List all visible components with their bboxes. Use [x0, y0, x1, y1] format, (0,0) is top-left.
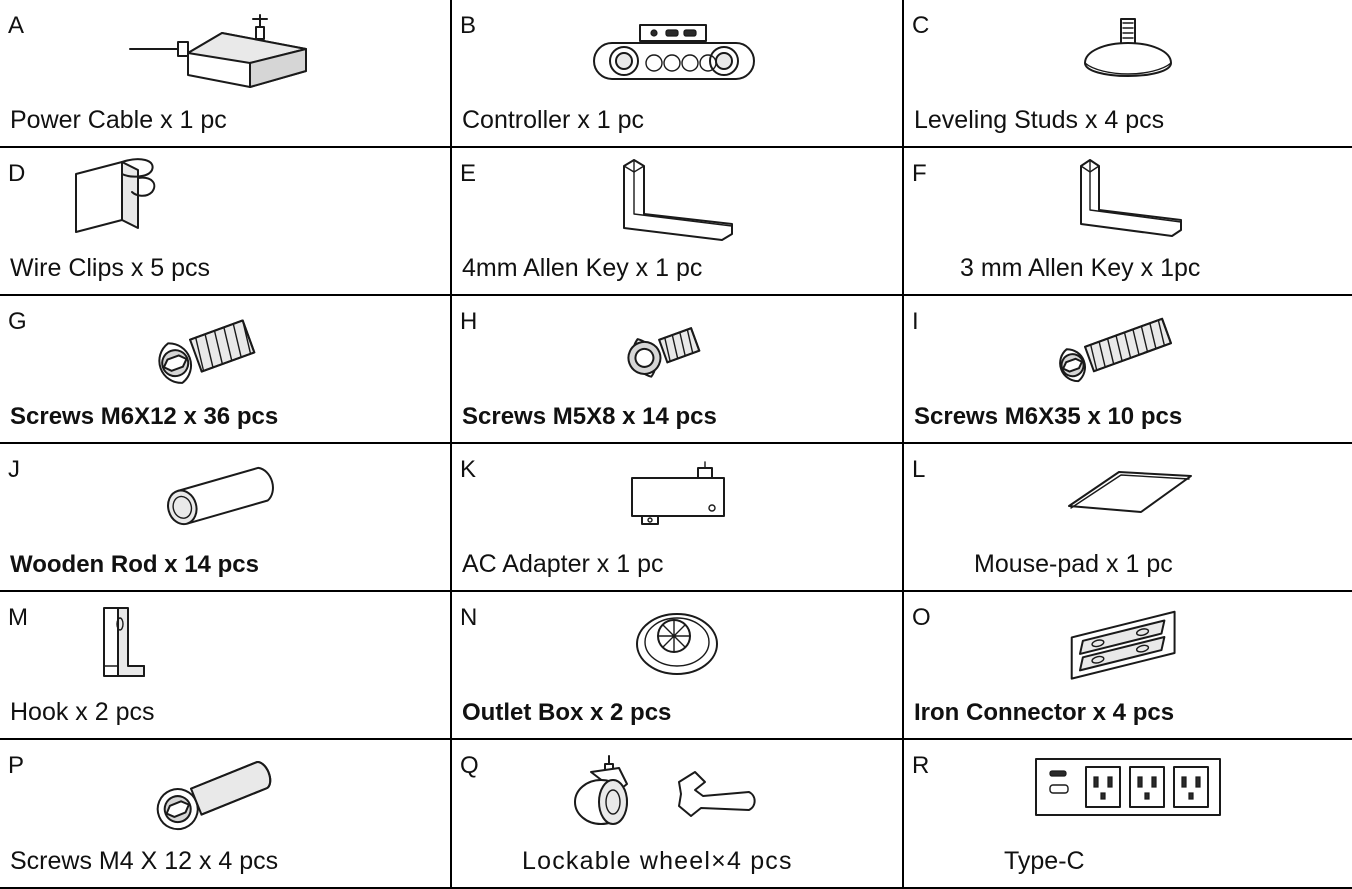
mouse-pad-icon [904, 450, 1352, 536]
part-letter-k: K [460, 456, 477, 483]
part-cell-o [904, 592, 1352, 740]
part-letter-m: M [8, 604, 28, 631]
part-cell-i [904, 296, 1352, 444]
part-label-f: 3 mm Allen Key x 1pc [960, 253, 1201, 282]
part-label-a: Power Cable x 1 pc [10, 105, 227, 134]
part-label-p: Screws M4 X 12 x 4 pcs [10, 846, 279, 875]
leveling-stud-icon [904, 6, 1352, 92]
part-cell-g [0, 296, 452, 444]
part-cell-m [0, 592, 452, 740]
part-letter-i: I [912, 308, 919, 335]
power-adapter-icon [0, 6, 450, 92]
hook-icon [0, 598, 450, 684]
part-cell-e [452, 148, 904, 296]
part-cell-b [452, 0, 904, 148]
part-cell-h [452, 296, 904, 444]
part-letter-o: O [912, 604, 931, 631]
part-cell-k [452, 444, 904, 592]
part-cell-f [904, 148, 1352, 296]
part-label-r: Type-C [1004, 846, 1085, 875]
screw-long-icon [904, 302, 1352, 388]
part-letter-d: D [8, 160, 26, 187]
part-label-d: Wire Clips x 5 pcs [10, 253, 211, 282]
power-strip-icon [904, 746, 1352, 832]
part-letter-b: B [460, 12, 477, 39]
part-cell-p [0, 740, 452, 889]
screw-icon [0, 302, 450, 388]
wire-clip-icon [0, 154, 450, 240]
part-label-e: 4mm Allen Key x 1 pc [462, 253, 703, 282]
part-label-i: Screws M6X35 x 10 pcs [914, 402, 1183, 430]
part-letter-h: H [460, 308, 478, 335]
part-cell-l [904, 444, 1352, 592]
part-label-c: Leveling Studs x 4 pcs [914, 105, 1165, 134]
caster-wheel-and-wrench-icon [452, 746, 902, 832]
allen-key-icon [452, 154, 902, 240]
part-letter-j: J [8, 456, 20, 483]
part-letter-l: L [912, 456, 926, 483]
part-cell-q [452, 740, 904, 889]
part-label-b: Controller x 1 pc [462, 105, 645, 134]
part-letter-a: A [8, 12, 25, 39]
part-letter-c: C [912, 12, 930, 39]
part-label-j: Wooden Rod x 14 pcs [10, 550, 259, 578]
part-cell-d [0, 148, 452, 296]
ac-adapter-icon [452, 450, 902, 536]
allen-key-icon [904, 154, 1352, 240]
iron-connector-icon [904, 598, 1352, 684]
part-cell-n [452, 592, 904, 740]
screw-socket-icon [0, 746, 450, 832]
part-label-h: Screws M5X8 x 14 pcs [462, 402, 717, 430]
part-letter-e: E [460, 160, 477, 187]
part-cell-j [0, 444, 452, 592]
wooden-rod-icon [0, 450, 450, 536]
part-cell-r [904, 740, 1352, 889]
outlet-box-icon [452, 598, 902, 684]
part-letter-f: F [912, 160, 927, 187]
part-label-o: Iron Connector x 4 pcs [914, 698, 1175, 726]
part-label-q: Lockable wheel×4 pcs [522, 846, 793, 875]
part-cell-a [0, 0, 452, 148]
part-label-n: Outlet Box x 2 pcs [462, 698, 672, 726]
part-letter-p: P [8, 752, 25, 779]
part-label-l: Mouse-pad x 1 pc [974, 549, 1173, 578]
controller-keypad-icon [452, 6, 902, 92]
part-letter-n: N [460, 604, 478, 631]
part-label-m: Hook x 2 pcs [10, 697, 155, 726]
part-letter-q: Q [460, 752, 479, 779]
part-label-g: Screws M6X12 x 36 pcs [10, 402, 279, 430]
part-letter-r: R [912, 752, 930, 779]
screw-short-icon [452, 302, 902, 388]
part-label-k: AC Adapter x 1 pc [462, 549, 664, 578]
part-letter-g: G [8, 308, 27, 335]
part-cell-c [904, 0, 1352, 148]
